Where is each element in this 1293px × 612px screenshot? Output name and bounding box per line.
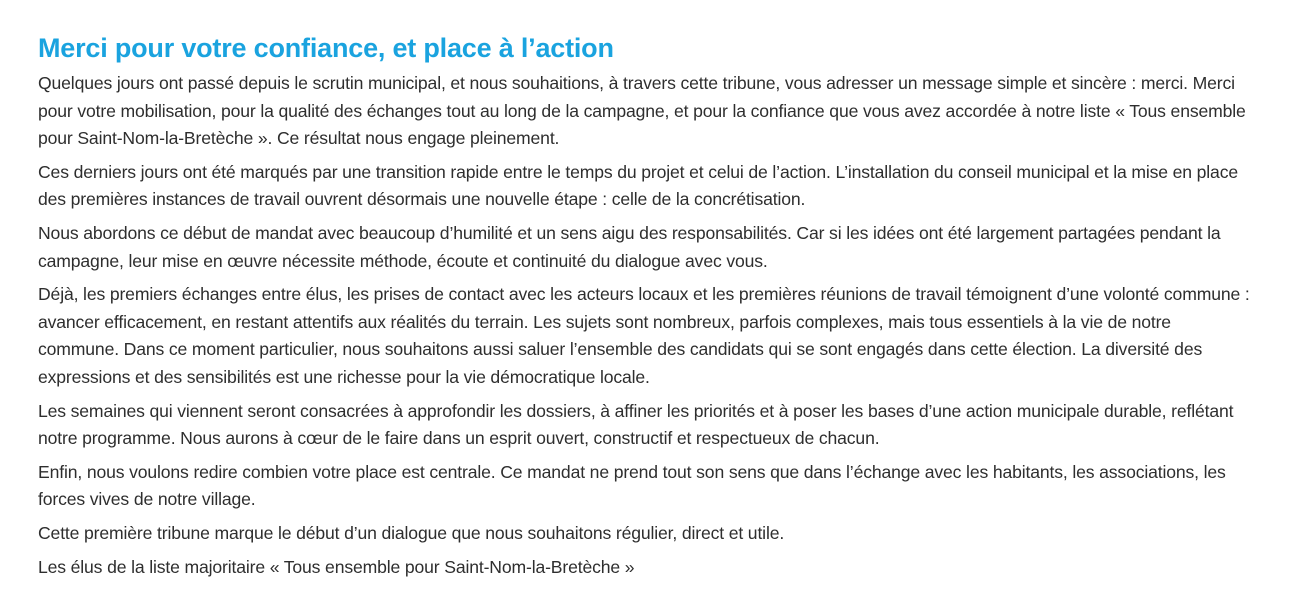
paragraph-humility: Nous abordons ce début de mandat avec beaucoup d’humilité et un sens aigu des responsabilités. Car si les idées ont été largement partagées pendant la campagne, leur mise en œuvre nécessite méthode, écoute et continuité du dialogue avec vous.: [38, 222, 1221, 271]
paragraph-central-place: Enfin, nous voulons redire combien votre place est centrale. Ce mandat ne prend tout son sens que dans l’échange avec les habitants, les associations, les forces vives de notre village.: [38, 461, 1226, 510]
paragraph-dialogue: Cette première tribune marque le début d’un dialogue que nous souhaitons régulier, direct et utile.: [38, 522, 785, 543]
paragraph-thanks: Quelques jours ont passé depuis le scrutin municipal, et nous souhaitions, à travers cette tribune, vous adresser un message simple et sincère : merci. Merci pour votre mobilisation, pour la qualité des échanges tout au long de la campagne, et pour la confiance que vous avez accordée à notre liste « Tous ensemble pour Saint-Nom-la-Bretèche ». Ce résultat nous engage pleinement.: [38, 73, 1246, 149]
paragraph-transition: Ces derniers jours ont été marqués par une transition rapide entre le temps du projet et celui de l’action. L’installation du conseil municipal et la mise en place des premières instances de travail ouvrent désormais une nouvelle étape : celle de la concrétisation.: [38, 161, 1238, 210]
article-title: Merci pour votre confiance, et place à l’action: [38, 33, 614, 63]
paragraph-first-exchanges: Déjà, les premiers échanges entre élus, les prises de contact avec les acteurs locaux et les premières réunions de travail témoignent d’une volonté commune : avancer efficacement, en restant attentifs aux réalités du terrain. Les sujets sont nombreux, parfois complexes, mais tous essentiels à la vie de notre commune. Dans ce moment particulier, nous souhaitons aussi saluer l’ensemble des candidats qui se sont engagés dans cette élection. La diversité des expressions et des sensibilités est une richesse pour la vie démocratique locale.: [38, 284, 1250, 387]
paragraph-coming-weeks: Les semaines qui viennent seront consacrées à approfondir les dossiers, à affiner les priorités et à poser les bases d’une action municipale durable, reflétant notre programme. Nous aurons à cœur de le faire dans un esprit ouvert, constructif et respectueux de chacun.: [38, 400, 1234, 449]
signature: Les élus de la liste majoritaire « Tous ensemble pour Saint-Nom-la-Bretèche »: [38, 556, 635, 577]
